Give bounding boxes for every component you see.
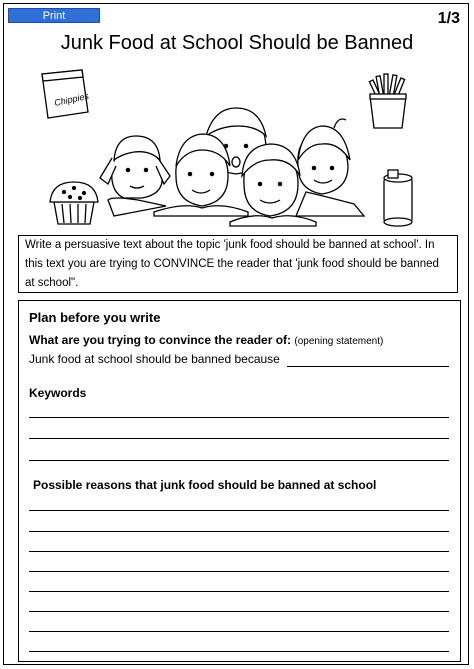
convince-question-note: (opening statement) [294, 336, 384, 347]
reasons-line[interactable] [29, 651, 449, 652]
keywords-line[interactable] [29, 438, 449, 439]
keywords-line[interactable] [29, 460, 449, 461]
page-indicator: 1/3 [437, 10, 460, 27]
reasons-line[interactable] [29, 631, 449, 632]
can-icon [384, 170, 412, 226]
plan-box [18, 300, 461, 662]
chips-label: Chippies [53, 90, 90, 108]
convince-question-label: What are you trying to convince the reader of: [29, 333, 292, 347]
chips-bag-icon [42, 70, 90, 118]
reasons-line[interactable] [29, 571, 449, 572]
illustration [34, 66, 444, 232]
reasons-line[interactable] [29, 591, 449, 592]
fries-icon [369, 74, 406, 128]
convince-question [29, 333, 383, 347]
children-faces [100, 108, 364, 226]
reasons-line[interactable] [29, 510, 449, 511]
plan-heading: Plan before you write [29, 310, 161, 325]
reasons-line[interactable] [29, 531, 449, 532]
prompt-box [18, 235, 458, 293]
because-answer-line[interactable] [287, 366, 449, 367]
reasons-heading: Possible reasons that junk food should be banned at school [33, 478, 377, 492]
prompt-text: Write a persuasive text about the topic 'junk food should be banned at school'. In this text you are trying to CONVINCE the reader that 'junk food should be banned at school". [25, 239, 439, 289]
reasons-line[interactable] [29, 551, 449, 552]
because-prompt: Junk food at school should be banned because [29, 352, 280, 366]
print-button[interactable]: Print [8, 8, 100, 23]
page-title: Junk Food at School Should be Banned [60, 32, 414, 54]
keywords-line[interactable] [29, 417, 449, 418]
muffin-icon [50, 182, 98, 224]
reasons-line[interactable] [29, 611, 449, 612]
keywords-heading: Keywords [29, 386, 87, 400]
worksheet-page [3, 3, 469, 665]
